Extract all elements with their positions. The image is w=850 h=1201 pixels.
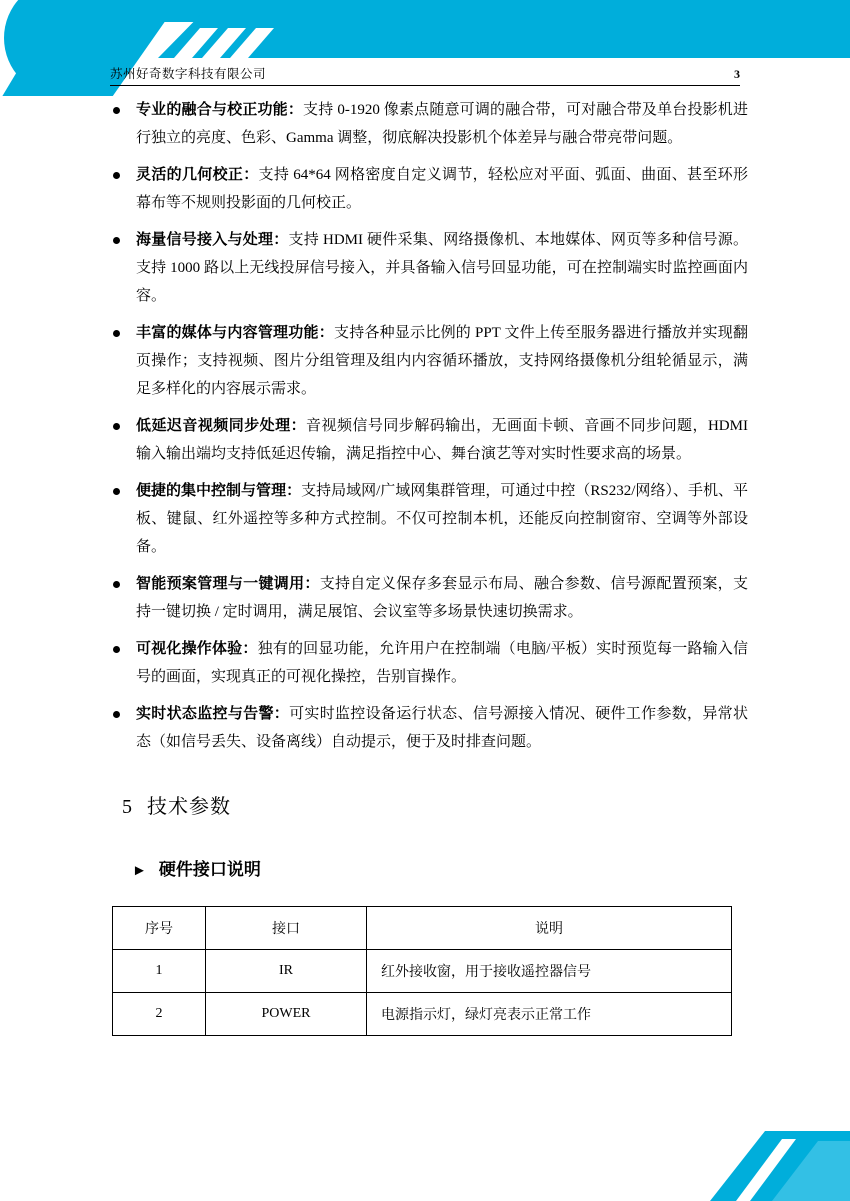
triangle-right-icon: ► xyxy=(132,863,147,879)
column-header-description: 说明 xyxy=(367,907,732,950)
section-number: 5 xyxy=(122,796,133,818)
page-footer-decoration xyxy=(550,1091,850,1201)
list-item xyxy=(108,700,748,756)
subsection-title: 硬件接口说明 xyxy=(158,860,261,879)
page-number: 3 xyxy=(734,67,740,81)
column-header-index: 序号 xyxy=(113,907,206,950)
bullet-body: 音视频信号同步解码输出，无画面卡顿、音画不同步问题，HDMI 输入输出端均支持低延迟传输，满足指控中心、舞台演艺等对实时性要求高的场景。 xyxy=(136,418,748,462)
bullet-title: 便捷的集中控制与管理： xyxy=(136,483,302,499)
cell-index: 1 xyxy=(113,950,206,993)
bullet-title: 可视化操作体验： xyxy=(136,641,258,657)
bullet-title: 智能预案管理与一键调用： xyxy=(136,576,320,592)
bullet-body: 支持局域网/广域网集群管理，可通过中控（RS232/网络）、手机、平板、键鼠、红外遥控等多种方式控制。不仅可控制本机，还能反向控制窗帘、空调等外部设备。 xyxy=(136,483,748,555)
bullet-title: 实时状态监控与告警： xyxy=(136,706,290,722)
bullet-body: 支持各种显示比例的 PPT 文件上传至服务器进行播放并实现翻页操作；支持视频、图片分组管理及组内内容循环播放，支持网络摄像机分组轮循显示，满足多样化的内容展示需求。 xyxy=(136,325,748,397)
bullet-body: 支持自定义保存多套显示布局、融合参数、信号源配置预案，支持一键切换 / 定时调用，满足展馆、会议室等多场景快速切换需求。 xyxy=(136,576,748,620)
page-header-line xyxy=(110,64,740,86)
list-item xyxy=(108,96,748,152)
table-header-row xyxy=(113,907,732,950)
bullet-title: 专业的融合与校正功能： xyxy=(136,102,304,118)
cell-description: 红外接收窗，用于接收遥控器信号 xyxy=(367,950,732,993)
cell-index: 2 xyxy=(113,993,206,1036)
feature-bullet-list xyxy=(108,96,748,756)
cell-port: IR xyxy=(206,950,367,993)
list-item xyxy=(108,161,748,217)
bullet-title: 低延迟音视频同步处理： xyxy=(136,418,307,434)
bullet-body: 支持 64*64 网格密度自定义调节，轻松应对平面、弧面、曲面、甚至环形幕布等不规则投影面的几何校正。 xyxy=(136,167,748,211)
hardware-interface-table xyxy=(112,906,732,1036)
cell-port: POWER xyxy=(206,993,367,1036)
list-item xyxy=(108,412,748,468)
bullet-title: 海量信号接入与处理： xyxy=(136,232,289,248)
section-title: 技术参数 xyxy=(147,796,231,818)
list-item xyxy=(108,635,748,691)
bullet-title: 灵活的几何校正： xyxy=(136,167,259,183)
bullet-body: 可实时监控设备运行状态、信号源接入情况、硬件工作参数，异常状态（如信号丢失、设备离线）自动提示，便于及时排查问题。 xyxy=(136,706,748,750)
bullet-body: 支持 HDMI 硬件采集、网络摄像机、本地媒体、网页等多种信号源。支持 1000 路以上无线投屏信号接入，并具备输入信号回显功能，可在控制端实时监控画面内容。 xyxy=(136,232,748,304)
bullet-title: 丰富的媒体与内容管理功能： xyxy=(136,325,334,341)
list-item xyxy=(108,477,748,561)
cell-description: 电源指示灯，绿灯亮表示正常工作 xyxy=(367,993,732,1036)
table-row xyxy=(113,950,732,993)
bullet-body: 支持 0-1920 像素点随意可调的融合带，可对融合带及单台投影机进行独立的亮度、色彩、Gamma 调整，彻底解决投影机个体差异与融合带亮带问题。 xyxy=(136,102,748,146)
header-company-name: 苏州好奇数字科技有限公司 xyxy=(110,67,267,81)
list-item xyxy=(108,226,748,310)
column-header-port: 接口 xyxy=(206,907,367,950)
document-body xyxy=(108,96,748,1036)
list-item xyxy=(108,570,748,626)
section-heading xyxy=(122,790,748,819)
list-item xyxy=(108,319,748,403)
bullet-body: 独有的回显功能，允许用户在控制端（电脑/平板）实时预览每一路输入信号的画面，实现真正的可视化操控，告别盲操作。 xyxy=(136,641,748,685)
table-row xyxy=(113,993,732,1036)
subsection-heading xyxy=(132,855,748,880)
